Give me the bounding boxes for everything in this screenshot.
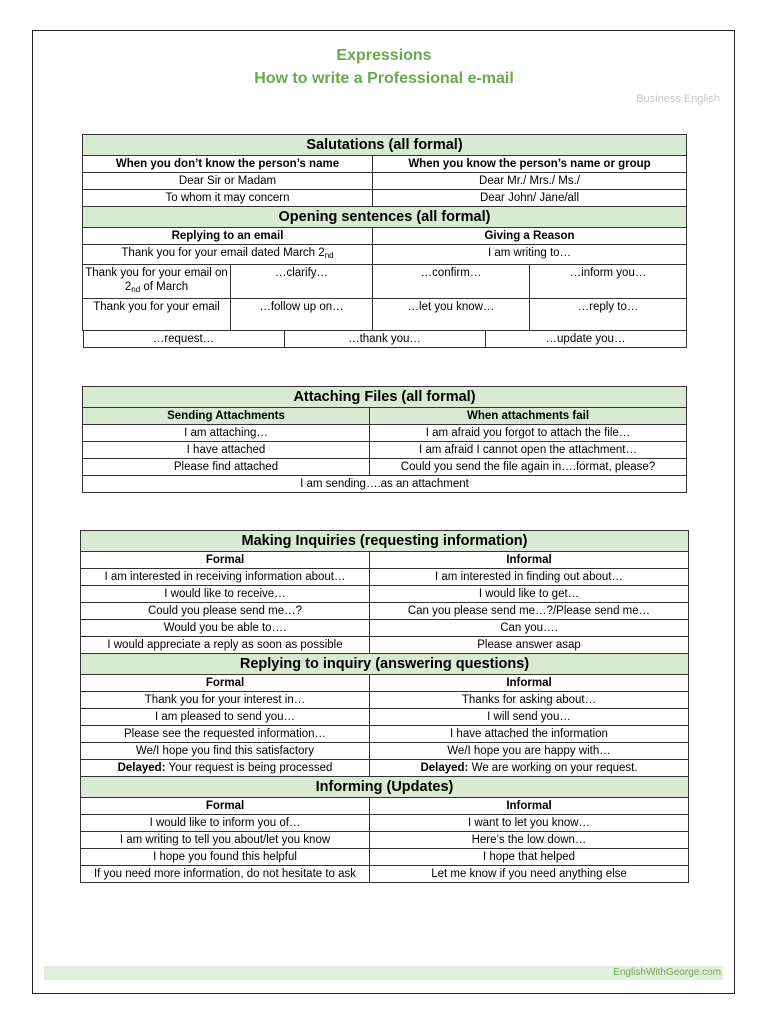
- table-row: I have attached I am afraid I cannot open the attachment…: [83, 442, 687, 459]
- section-header-replying: Replying to inquiry (answering questions): [81, 654, 689, 675]
- section-header-salutations: Salutations (all formal): [83, 135, 687, 156]
- table-row: If you need more information, do not hesitate to ask Let me know if you need anything else: [81, 866, 689, 883]
- column-header-row: Formal Informal: [81, 675, 689, 692]
- page-subtitle: How to write a Professional e-mail: [254, 70, 514, 87]
- table-row: Could you please send me…? Can you please send me…?/Please send me…: [81, 603, 689, 620]
- table-row: I hope you found this helpful I hope that helped: [81, 849, 689, 866]
- inquiries-table: [80, 530, 689, 883]
- table-row: I am attaching… I am afraid you forgot to attach the file…: [83, 425, 687, 442]
- table-row: Thank you for your interest in… Thanks for asking about…: [81, 692, 689, 709]
- section-header-attaching: Attaching Files (all formal): [83, 387, 687, 408]
- column-header-row: When you don’t know the person’s name When you know the person’s name or group: [83, 156, 687, 173]
- table-row: I would like to receive… I would like to get…: [81, 586, 689, 603]
- table-row: Please see the requested information… I have attached the information: [81, 726, 689, 743]
- section-header-opening: Opening sentences (all formal): [83, 207, 687, 228]
- footer-website: EnglishWithGeorge.com: [613, 967, 721, 978]
- footer-bar: [44, 966, 723, 980]
- table-row: Thank you for your email on $2_{nd}$ of March …clarify… …confirm… …inform you…: [83, 265, 687, 299]
- column-header-row: Replying to an email Giving a Reason: [83, 228, 687, 245]
- column-header-row: Sending Attachments When attachments fail: [83, 408, 687, 425]
- table-row: I am sending….as an attachment: [83, 476, 687, 493]
- table-row: Delayed: Your request is being processed Delayed: We are working on your request.: [81, 760, 689, 777]
- column-header-row: Formal Informal: [81, 552, 689, 569]
- table-row: Please find attached Could you send the file again in….format, please?: [83, 459, 687, 476]
- table-row: I am pleased to send you… I will send you…: [81, 709, 689, 726]
- section-header-informing: Informing (Updates): [81, 777, 689, 798]
- attaching-files-table: [82, 386, 687, 493]
- inner-table: …request… …thank you… …update you…: [83, 331, 687, 348]
- table-row: Dear Sir or Madam Dear Mr./ Mrs./ Ms./: [83, 173, 687, 190]
- table-row: I am writing to tell you about/let you know Here’s the low down…: [81, 832, 689, 849]
- column-header-row: Formal Informal: [81, 798, 689, 815]
- table-row: We/I hope you find this satisfactory We/I hope you are happy with…: [81, 743, 689, 760]
- table-row: I would like to inform you of… I want to let you know…: [81, 815, 689, 832]
- page-title: Expressions: [336, 47, 432, 64]
- table-row: Thank you for your email …follow up on… …let you know… …reply to…: [83, 299, 687, 331]
- table-row: Would you be able to…. Can you….: [81, 620, 689, 637]
- section-header-inquiries: Making Inquiries (requesting information): [81, 531, 689, 552]
- table-row: I am interested in receiving information about… I am interested in finding out about…: [81, 569, 689, 586]
- table-row: I would appreciate a reply as soon as possible Please answer asap: [81, 637, 689, 654]
- table-row: [83, 331, 687, 349]
- salutations-opening-table: [82, 134, 687, 348]
- table-row: Thank you for your email dated March $2_{nd}$ I am writing to…: [83, 245, 687, 265]
- table-row: To whom it may concern Dear John/ Jane/all: [83, 190, 687, 207]
- category-label: Business English: [636, 93, 720, 105]
